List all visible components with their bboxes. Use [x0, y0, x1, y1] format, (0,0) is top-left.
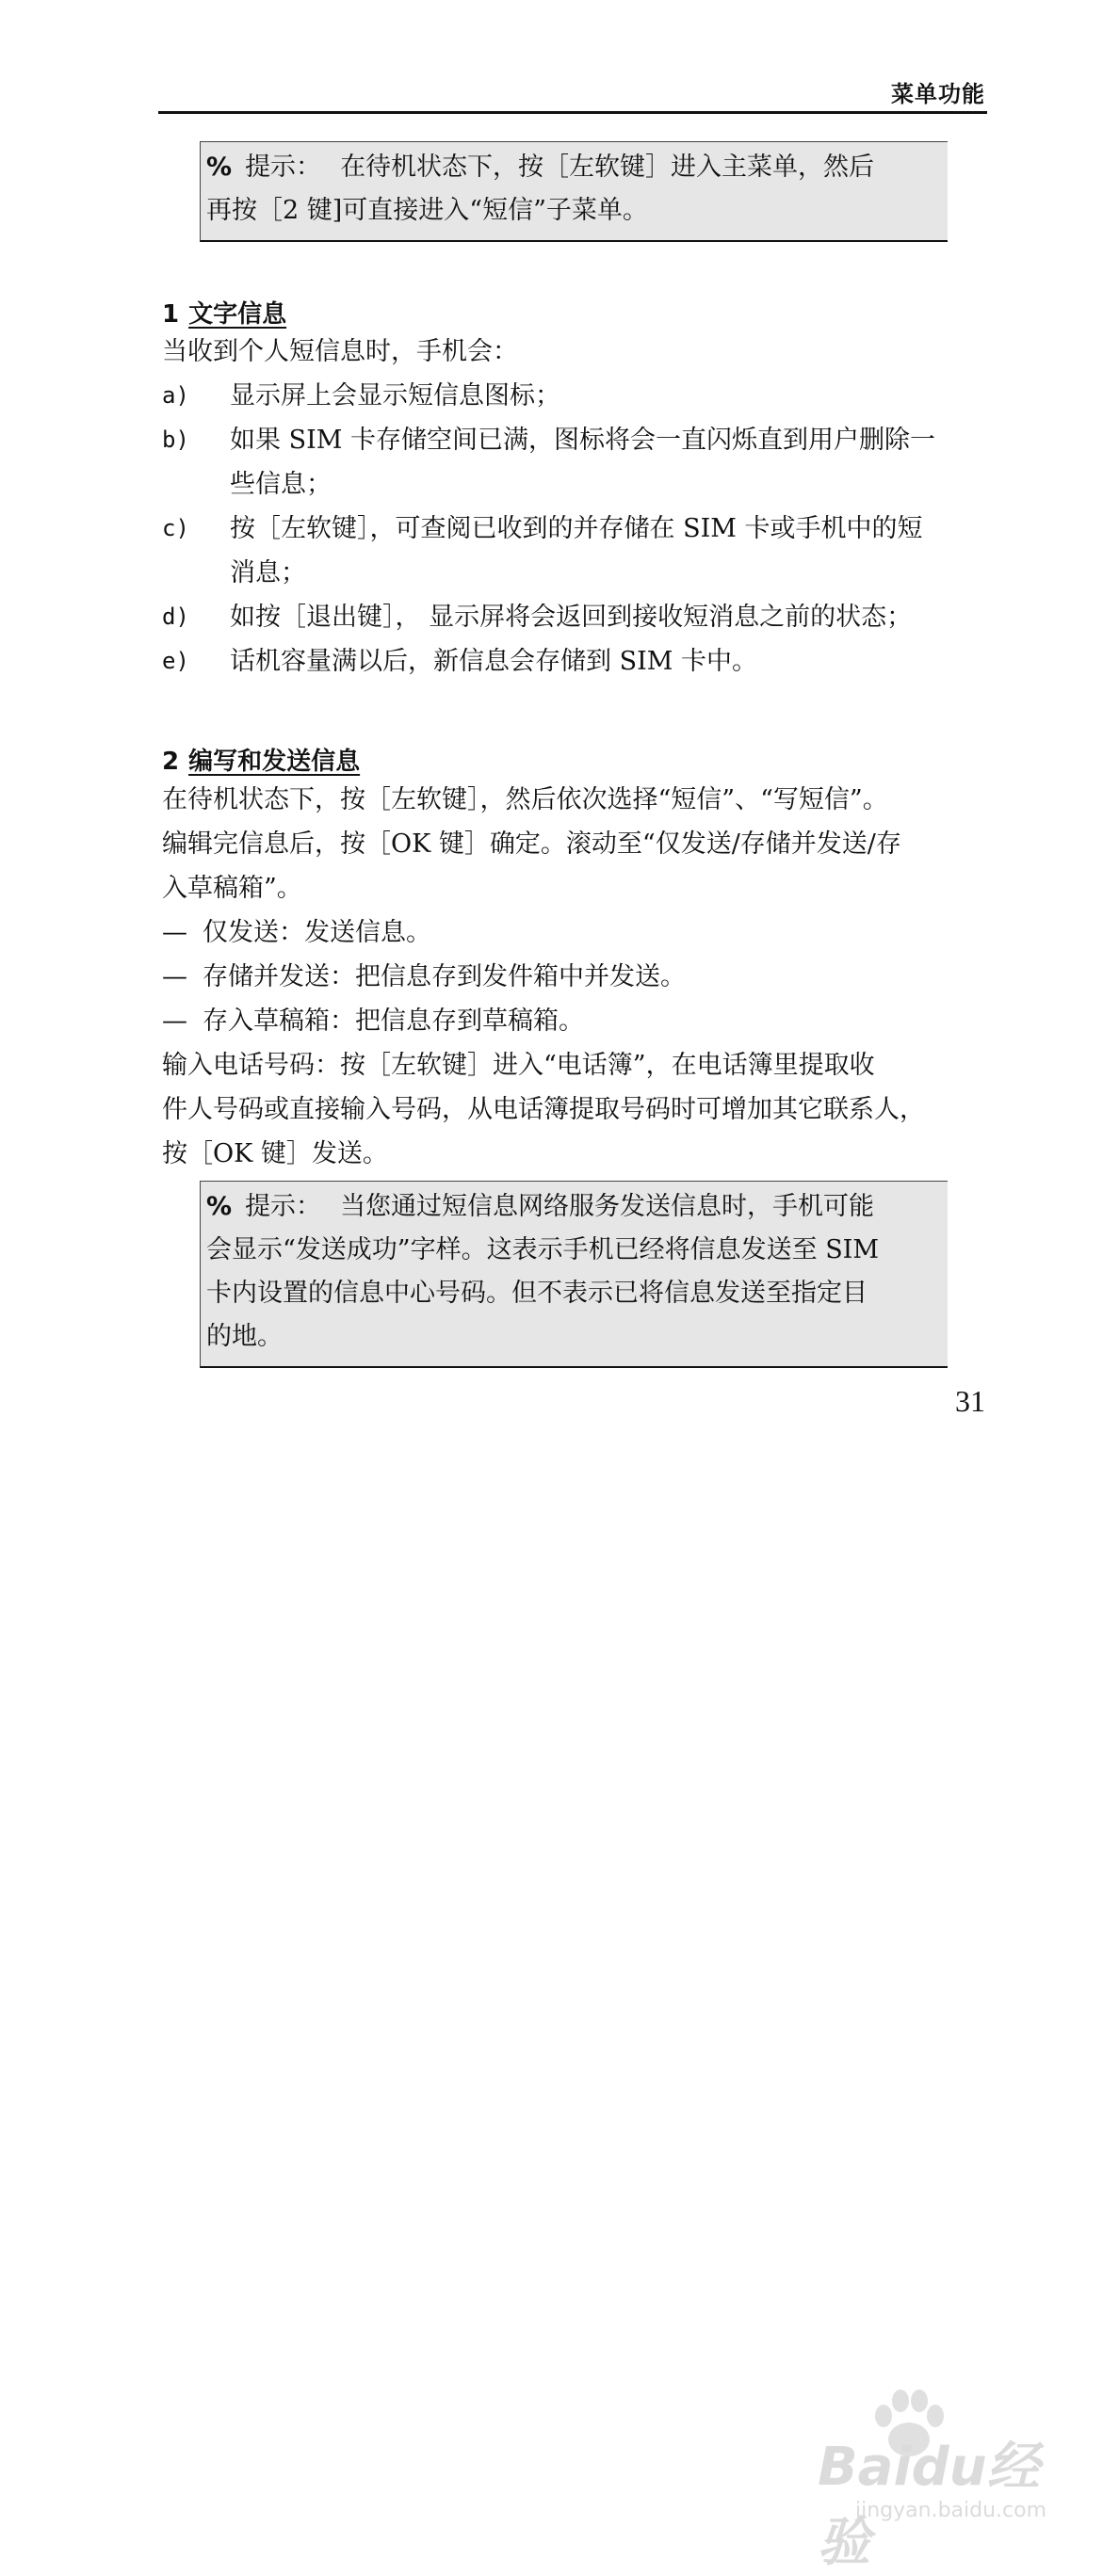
tip-label: 提示： [245, 1192, 322, 1221]
list-item-text: 如果 SIM 卡存储空间已满，图标将会一直闪烁直到用户删除一 [230, 426, 935, 455]
chapter-header-title: 菜单功能 [891, 81, 985, 107]
list-item-text: 如按［退出键］， 显示屏将会返回到接收短消息之前的状态； [230, 603, 913, 632]
watermark-brand: Baidu经验 [818, 2437, 1040, 2573]
tip-marker-icon: % [206, 153, 233, 182]
watermark-url: jingyan.baidu.com [855, 2499, 1047, 2522]
list-item-continuation: 些信息； [230, 470, 332, 499]
section-title: 编写和发送信息 [188, 748, 361, 776]
tip-line: 的地。 [206, 1322, 283, 1351]
paragraph-line: 入草稿箱”。 [162, 874, 302, 903]
tip-label: 提示： [245, 153, 322, 182]
section-heading-compose-send [162, 742, 360, 777]
page-number: 31 [955, 1384, 985, 1418]
dash-bullet: — [162, 962, 187, 991]
paragraph-line: 按［OK 键］发送。 [162, 1139, 388, 1168]
tip-text: 在待机状态下，按［左软键］进入主菜单，然后 [340, 153, 875, 182]
list-item-marker: b) [162, 427, 189, 453]
tip-line: 卡内设置的信息中心号码。但不表示已将信息发送至指定目 [206, 1279, 868, 1308]
option-text: 仅发送：发送信息。 [203, 918, 431, 947]
option-item [162, 955, 991, 999]
dash-bullet: — [162, 1006, 187, 1036]
section-body-text-messages [162, 330, 991, 684]
option-text: 存入草稿箱：把信息存到草稿箱。 [203, 1006, 584, 1036]
baidu-jingyan-watermark [761, 2397, 1072, 2573]
header-divider [158, 111, 987, 114]
section-heading-text-messages [162, 295, 286, 330]
tip-line: 会显示“发送成功”字样。这表示手机已经将信息发送至 SIM [206, 1235, 879, 1264]
list-item-marker: e) [162, 648, 189, 674]
dash-bullet: — [162, 918, 187, 947]
list-item [162, 374, 991, 418]
list-item [162, 595, 991, 639]
list-item-marker: a) [162, 382, 189, 409]
tip-line [206, 1185, 938, 1229]
section-number: 1 [162, 300, 180, 329]
list-item-text: 按［左软键］，可查阅已收到的并存储在 SIM 卡或手机中的短 [230, 514, 923, 543]
paragraph-line: 编辑完信息后，按［OK 键］确定。滚动至“仅发送/存储并发送/存 [162, 829, 901, 859]
list-item-marker: c) [162, 515, 189, 541]
list-item-marker: d) [162, 604, 189, 630]
list-item-continuation: 消息； [230, 558, 306, 588]
option-item [162, 910, 991, 955]
section-number: 2 [162, 748, 180, 776]
section-intro: 当收到个人短信息时，手机会： [162, 337, 518, 366]
paragraph-line: 输入电话号码：按［左软键］进入“电话簿”，在电话簿里提取收 [162, 1051, 875, 1080]
list-item-text: 话机容量满以后，新信息会存储到 SIM 卡中。 [230, 647, 757, 676]
tip-text: 当您通过短信息网络服务发送信息时，手机可能 [340, 1192, 875, 1221]
tip-line [206, 146, 938, 189]
tip-box-send-success [200, 1181, 948, 1368]
list-item [162, 507, 991, 595]
paragraph-line: 在待机状态下，按［左软键］，然后依次选择“短信”、“写短信”。 [162, 785, 888, 814]
option-item [162, 999, 991, 1043]
tip-line: 再按［2 键]可直接进入“短信”子菜单。 [206, 196, 648, 225]
tip-marker-icon: % [206, 1192, 233, 1221]
paragraph-line: 件人号码或直接输入号码，从电话簿提取号码时可增加其它联系人， [162, 1095, 925, 1124]
tip-box-standby-shortcut [200, 141, 948, 242]
list-item [162, 418, 991, 507]
list-item-text: 显示屏上会显示短信息图标； [230, 381, 560, 411]
section-title: 文字信息 [188, 300, 287, 329]
section-body-compose-send [162, 778, 991, 1176]
option-text: 存储并发送：把信息存到发件箱中并发送。 [203, 962, 686, 991]
list-item [162, 639, 991, 684]
